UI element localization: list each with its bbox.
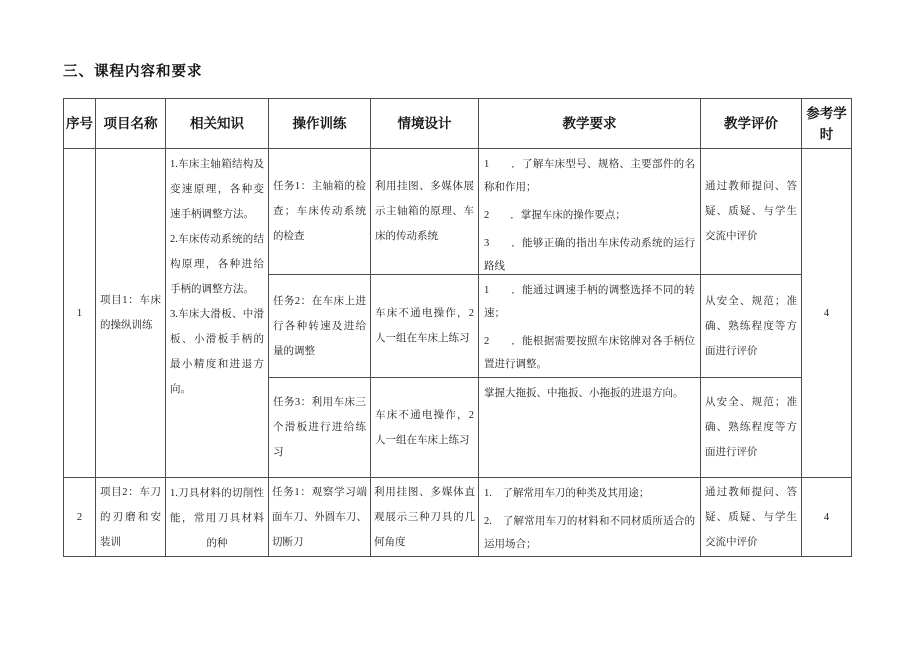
header-knowledge: 相关知识 — [166, 99, 269, 149]
knowledge-cell-project2 — [166, 478, 269, 557]
seq-cell-project1: 1 — [64, 149, 96, 478]
page-title: 三、课程内容和要求 — [63, 64, 203, 80]
evaluation-cell-project2 — [701, 478, 802, 557]
knowledge-item: 1.刀具材料的切削性能，常用刀具材料的种 — [170, 488, 264, 549]
hours-cell-project1: 4 — [802, 149, 852, 478]
hours-cell-project2: 4 — [802, 478, 852, 557]
training-text: 任务3：利用车床三个滑板进行进给练习 — [273, 397, 366, 458]
course-content-table — [63, 98, 852, 557]
scenario-cell-task3 — [371, 378, 479, 478]
requirement-item: 2 ．能根据需要按照车床铭牌对各手柄位置进行调整。 — [484, 336, 695, 370]
evaluation-cell-task2 — [701, 275, 802, 378]
project-name-cell-2 — [96, 478, 166, 557]
header-requirements: 教学要求 — [479, 99, 701, 149]
evaluation-cell-task1 — [701, 149, 802, 275]
knowledge-item: 1.车床主轴箱结构及变速原理，各种变速手柄调整方法。 — [170, 159, 264, 220]
header-seq: 序号 — [64, 99, 96, 149]
requirement-item: 1. 了解常用车刀的种类及其用途； — [484, 488, 650, 499]
scenario-text: 利用挂图、多媒体直观展示三种刀具的几何角度 — [374, 486, 475, 548]
scenario-cell-task1 — [371, 149, 479, 275]
training-text: 任务1：观察学习端面车刀、外圆车刀、切断刀 — [272, 486, 367, 548]
requirements-cell-task2 — [479, 275, 701, 378]
requirement-item: 掌握大拖扳、中拖扳、小拖扳的进退方向。 — [484, 388, 684, 399]
knowledge-cell-project1 — [166, 149, 269, 478]
scenario-cell-project2 — [371, 478, 479, 557]
requirements-cell-project2 — [479, 478, 701, 557]
scenario-text: 利用挂图、多媒体展示主轴箱的原理、车床的传动系统 — [375, 181, 474, 242]
seq-cell-project2: 2 — [64, 478, 96, 557]
header-scenario: 情境设计 — [371, 99, 479, 149]
project-name-text: 项目1：车床的操纵训练 — [100, 295, 161, 331]
project-name-cell-1 — [96, 149, 166, 478]
evaluation-cell-task3 — [701, 378, 802, 478]
evaluation-text: 通过教师提问、答疑、质疑、与学生交流中评价 — [705, 486, 797, 548]
evaluation-text: 通过教师提问、答疑、质疑、与学生交流中评价 — [705, 181, 797, 242]
knowledge-item: 2.车床传动系统的结构原理，各种进给手柄的调整方法。 — [170, 234, 264, 295]
scenario-cell-task2 — [371, 275, 479, 378]
training-cell-task1 — [269, 149, 371, 275]
knowledge-item: 3.车床大滑板、中滑板、小滑板手柄的最小精度和进退方向。 — [170, 309, 264, 395]
requirements-cell-task1 — [479, 149, 701, 275]
requirement-item: 2 ．掌握车床的操作要点； — [484, 210, 626, 221]
project-name-text: 项目2：车刀的刃磨和安装训 — [100, 486, 161, 548]
training-cell-task3 — [269, 378, 371, 478]
scenario-text: 车床不通电操作，2人一组在车床上练习 — [375, 308, 474, 344]
requirement-item: 1 ．了解车床型号、规格、主要部件的名称和作用； — [484, 159, 695, 193]
training-cell-task2 — [269, 275, 371, 378]
header-hours: 参考学时 — [802, 99, 852, 149]
header-evaluation: 教学评价 — [701, 99, 802, 149]
evaluation-text: 从安全、规范；准确、熟练程度等方面进行评价 — [705, 295, 797, 357]
header-training: 操作训练 — [269, 99, 371, 149]
training-text: 任务2：在车床上进行各种转速及进给量的调整 — [273, 295, 366, 357]
evaluation-text: 从安全、规范；准确、熟练程度等方面进行评价 — [705, 397, 797, 458]
requirements-cell-task3 — [479, 378, 701, 478]
training-cell-project2 — [269, 478, 371, 557]
requirement-item: 3 ．能够正确的指出车床传动系统的运行路线 — [484, 238, 695, 272]
requirement-item: 2. 了解常用车刀的材料和不同材质所适合的运用场合； — [484, 516, 695, 550]
header-project-name: 项目名称 — [96, 99, 166, 149]
training-text: 任务1：主轴箱的检查；车床传动系统的检查 — [273, 181, 366, 242]
scenario-text: 车床不通电操作，2人一组在车床上练习 — [375, 409, 474, 446]
requirement-item: 1 ．能通过调速手柄的调整选择不同的转速； — [484, 285, 695, 319]
